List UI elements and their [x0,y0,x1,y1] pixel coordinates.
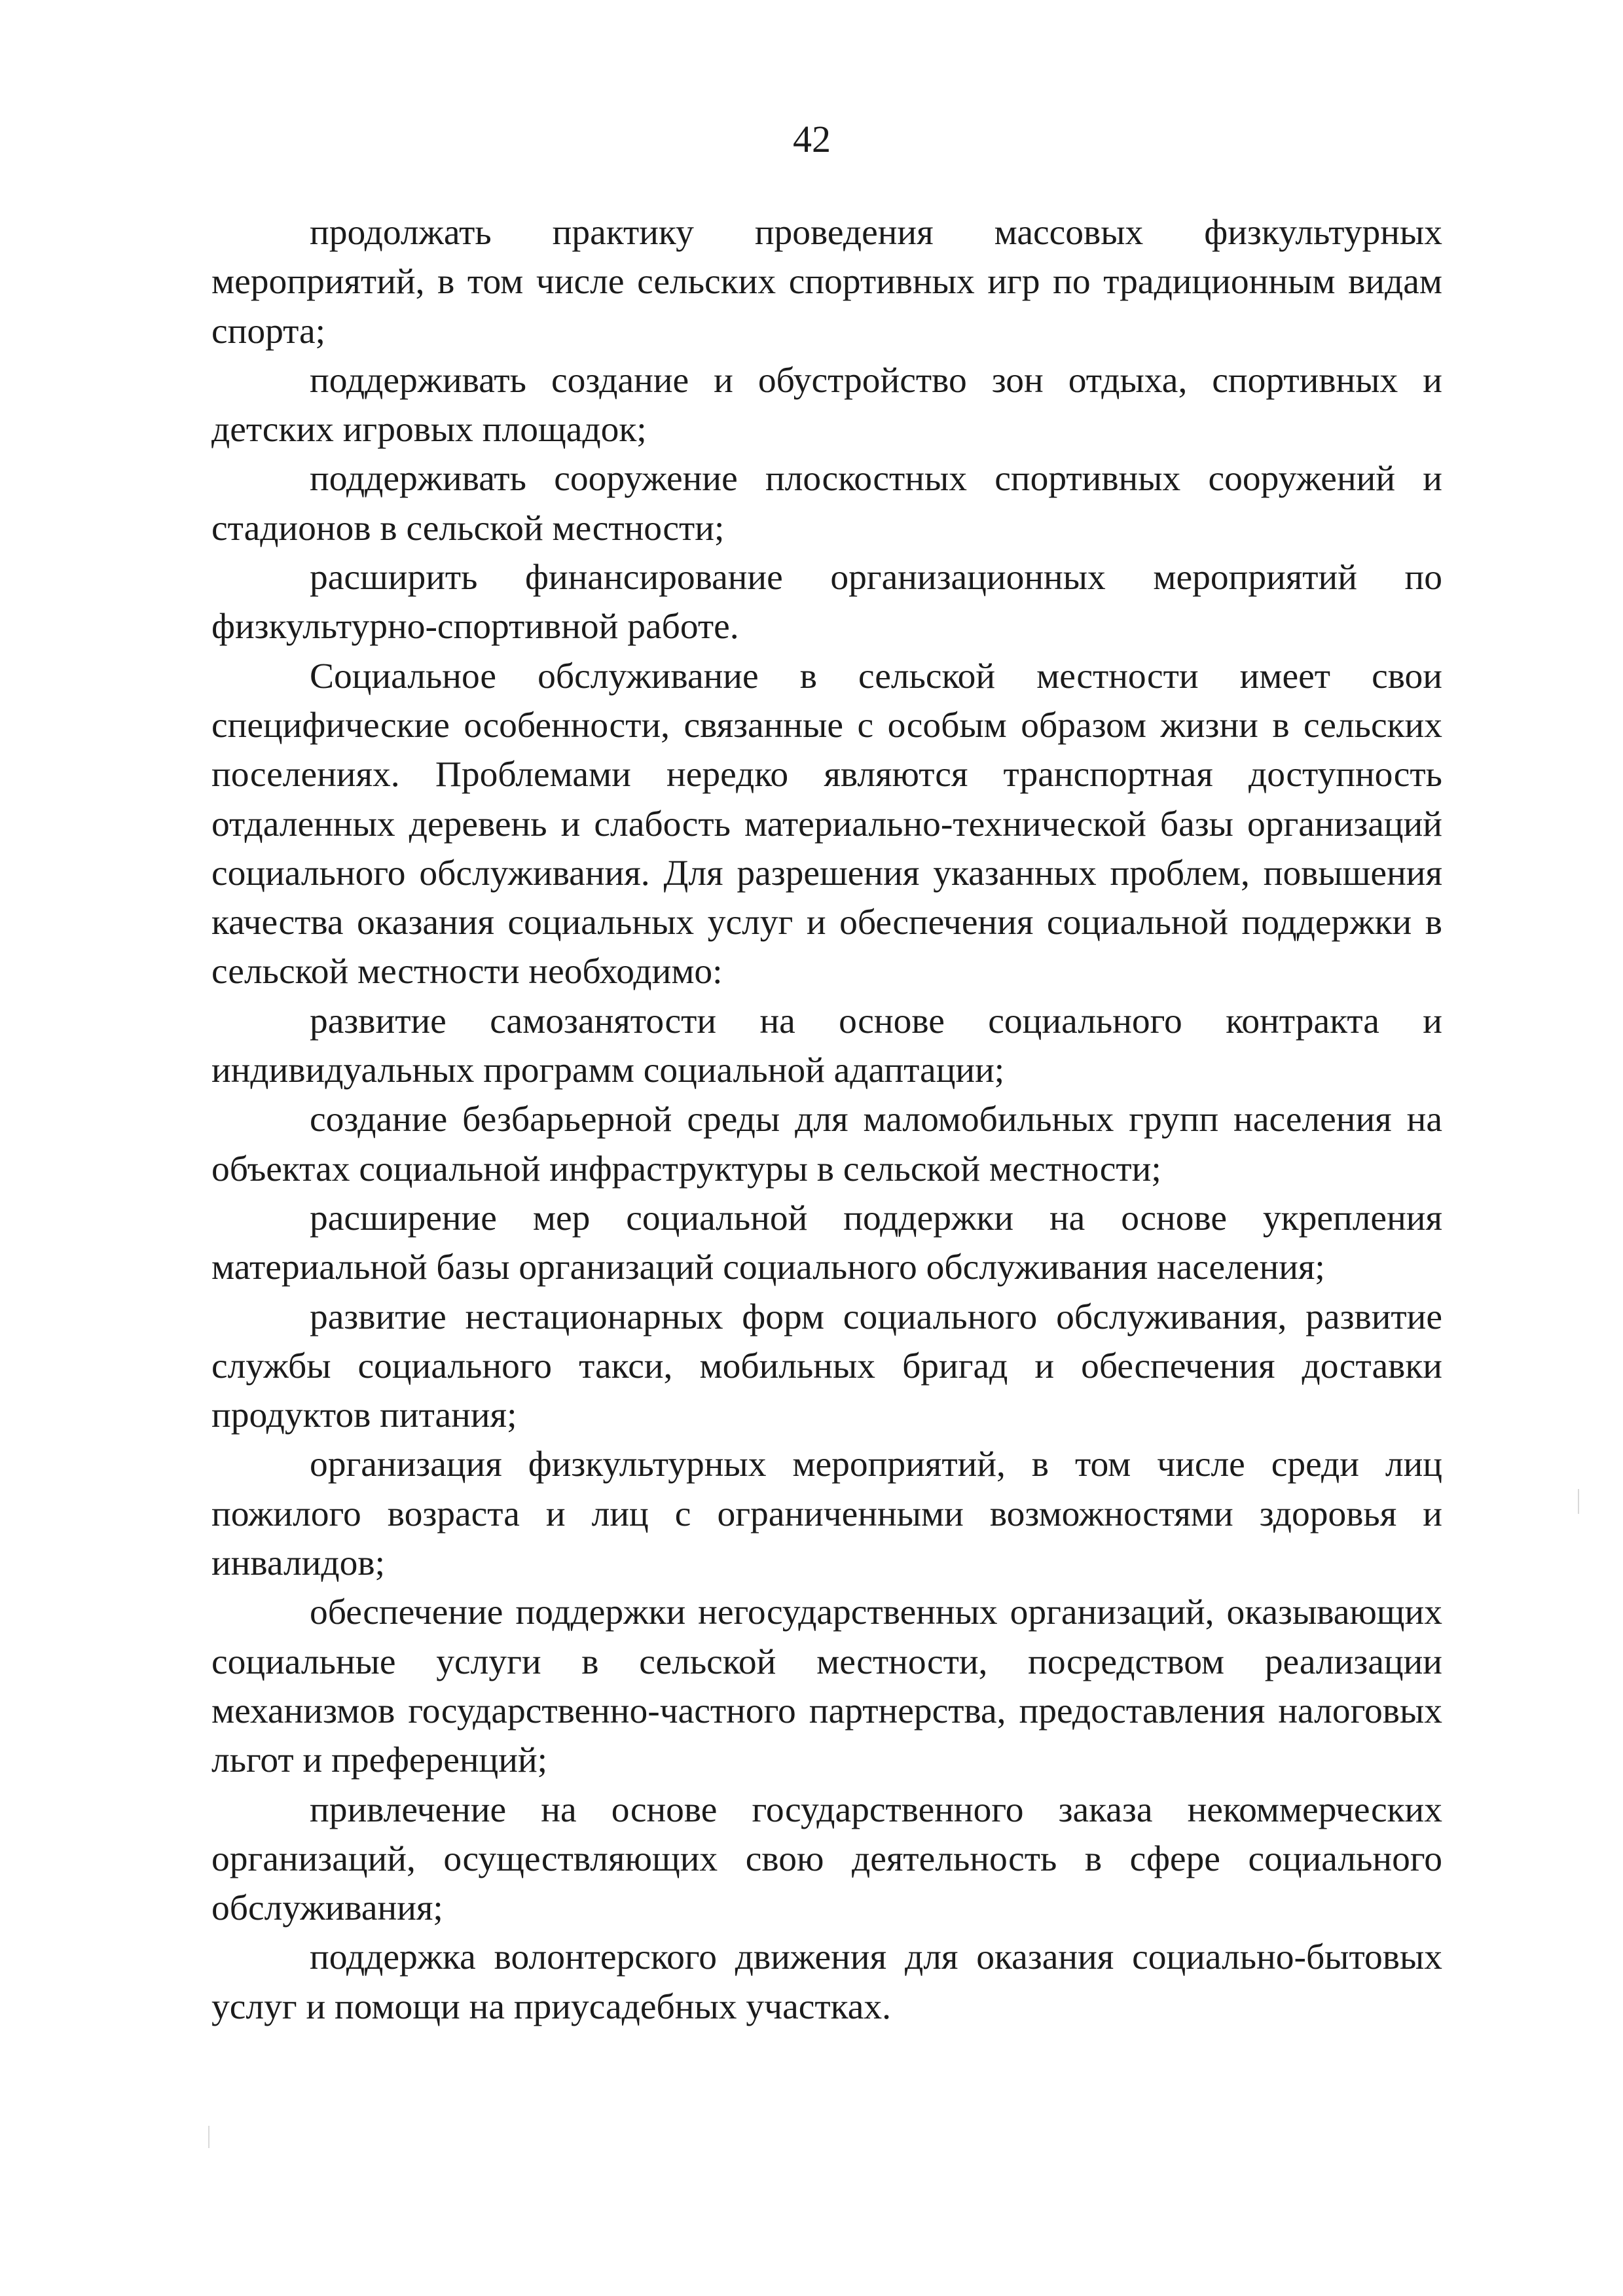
paragraph: развитие нестационарных форм социального обслуживания, развитие службы социального такси, мобильных бригад и обеспечения доставки продуктов питания; [211,1297,1442,1436]
paragraph: развитие самозанятости на основе социального контракта и индивидуальных программ социальной адаптации; [211,1001,1442,1091]
paragraph: расширение мер социальной поддержки на основе укрепления материальной базы организаций социального обслуживания населения; [211,1198,1442,1288]
page-number: 42 [793,118,831,160]
paragraph: продолжать практику проведения массовых физкультурных мероприятий, в том числе сельских спортивных игр по традиционным видам спорта; [211,213,1442,351]
paragraph: организация физкультурных мероприятий, в том числе среди лиц пожилого возраста и лиц с ограниченными возможностями здоровья и инвалидов; [211,1444,1442,1584]
body-text [211,208,1442,2032]
scan-mark [1578,1489,1579,1514]
paragraph: обеспечение поддержки негосударственных организаций, оказывающих социальные услуги в сельской местности, посредством реализации механизмов государственно-частного партнерства, предоставления налоговых льгот и преференций; [211,1592,1442,1781]
paragraph: Социальное обслуживание в сельской местности имеет свои специфические особенности, связанные с особым образом жизни в сельских поселениях. Проблемами нередко являются транспортная доступность отдаленных деревень и слабость материально-технической базы организаций социального обслуживания. Для разрешения указанных проблем, повышения качества оказания социальных услуг и обеспечения социальной поддержки в сельской местности необходимо: [211,656,1442,992]
scan-mark [208,2126,210,2148]
paragraph: поддерживать сооружение плоскостных спортивных сооружений и стадионов в сельской местности; [211,459,1442,548]
paragraph: создание безбарьерной среды для маломобильных групп населения на объектах социальной инфраструктуры в сельской местности; [211,1100,1442,1189]
paragraph: поддержка волонтерского движения для оказания социально-бытовых услуг и помощи на приусадебных участках. [211,1937,1442,2027]
paragraph: расширить финансирование организационных мероприятий по физкультурно-спортивной работе. [211,558,1442,647]
paragraph: поддерживать создание и обустройство зон отдыха, спортивных и детских игровых площадок; [211,360,1442,450]
paragraph: привлечение на основе государственного заказа некоммерческих организаций, осуществляющих свою деятельность в сфере социального обслуживания; [211,1789,1442,1929]
